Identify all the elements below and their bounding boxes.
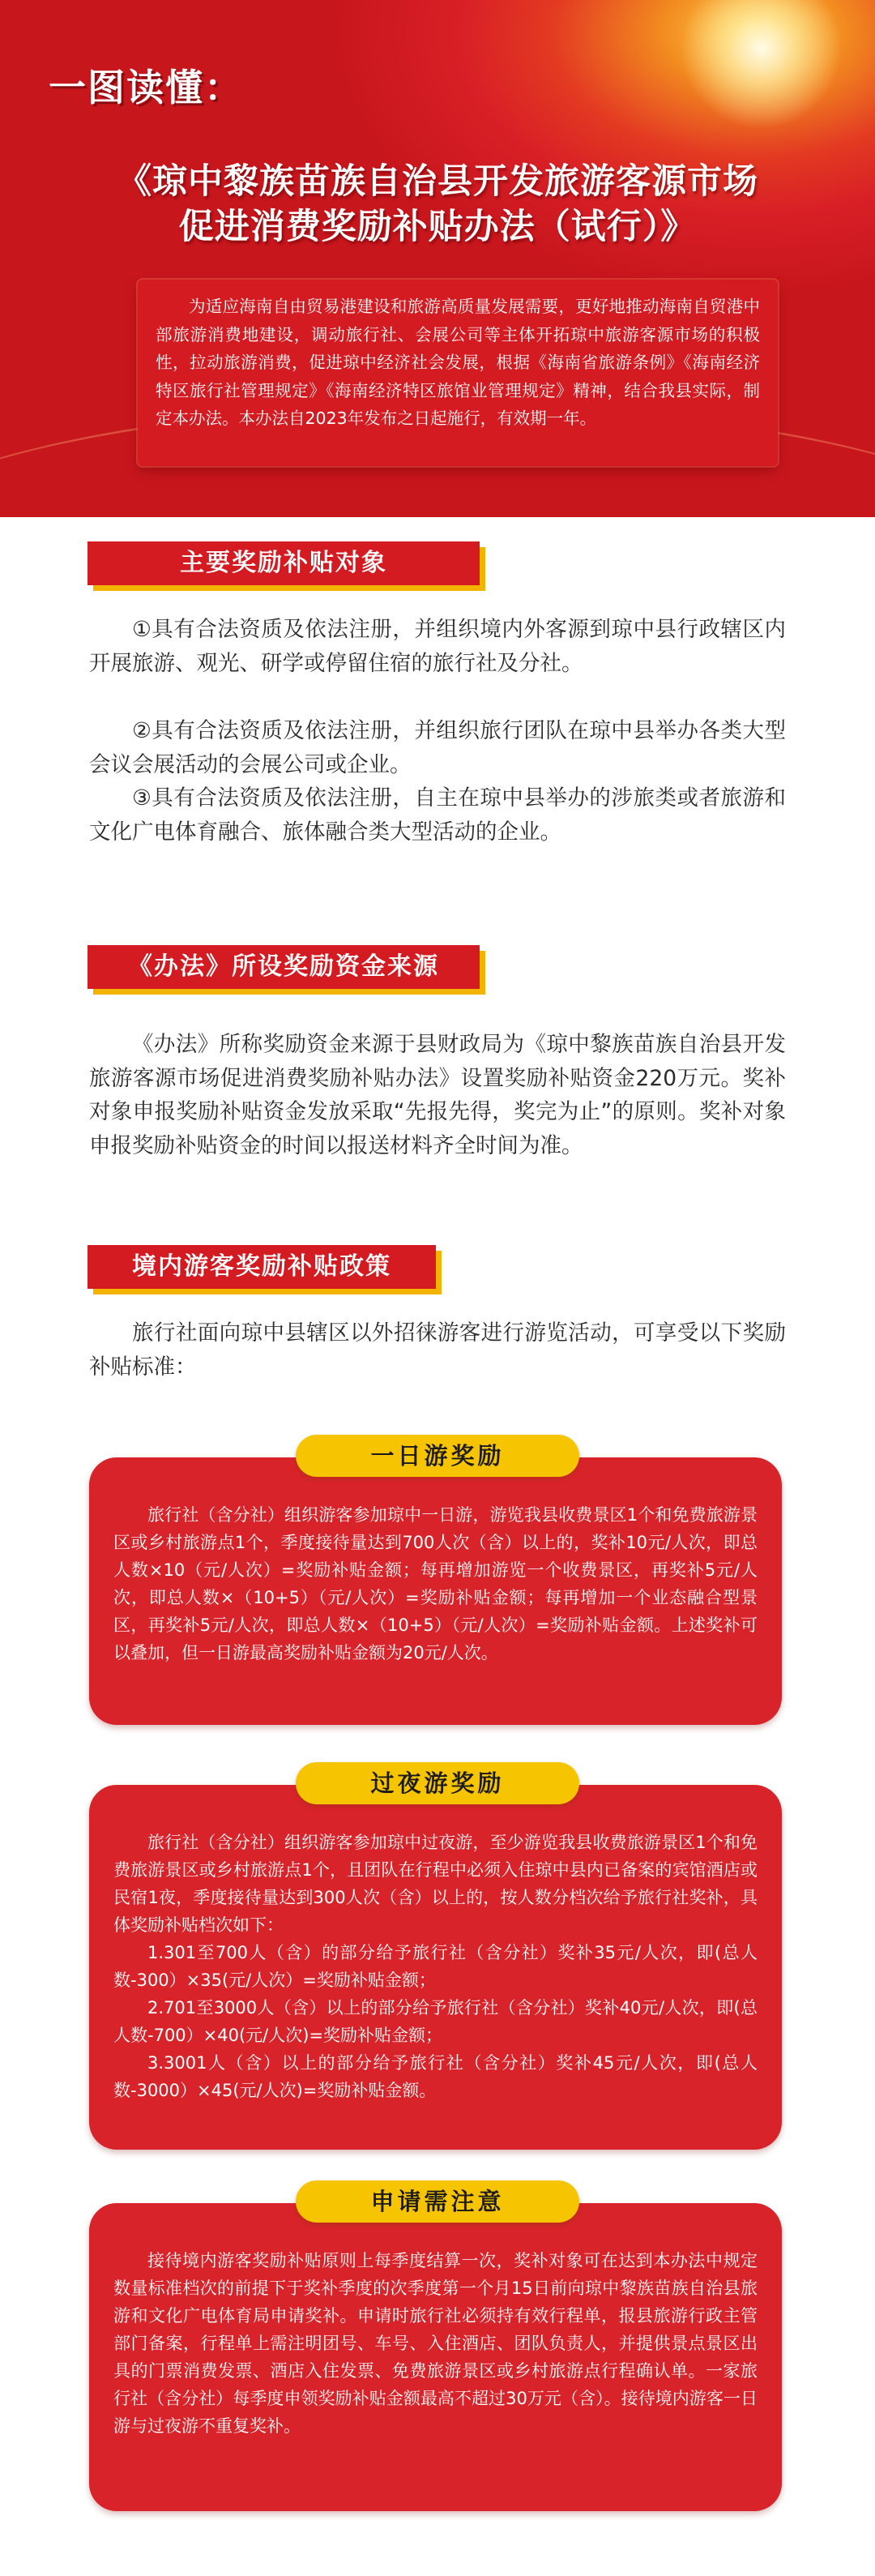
application-notes-title: 申请需注意 [296, 2180, 579, 2223]
overnight-tour-title: 过夜游奖励 [296, 1762, 579, 1804]
header-banner [0, 0, 875, 517]
section-title-policy: 境内游客奖励补贴政策 [88, 1245, 436, 1289]
funding-paragraph: 《办法》所称奖励资金来源于县财政局为《琼中黎族苗族自治县开发旅游客源市场促进消费奖励补贴办法》设置奖励补贴资金220万元。奖补对象申报奖励补贴资金发放采取“先报先得，奖完为止”的原则。奖补对象申报奖励补贴资金的时间以报送材料齐全时间为准。 [89, 1032, 786, 1158]
section-title-recipients: 主要奖励补贴对象 [88, 541, 480, 585]
day-tour-text [113, 1501, 758, 1667]
application-notes-card [89, 2203, 782, 2511]
application-notes-text [113, 2247, 758, 2440]
header-label: 一图读懂： [49, 66, 243, 109]
application-notes-paragraph: 接待境内游客奖励补贴原则上每季度结算一次，奖补对象可在达到本办法中规定数量标准档次的前提下于奖补季度的次季度第一个月15日前向琼中黎族苗族自治县旅游和文化广电体育局申请奖补。申请时旅行社必须持有效行程单，报县旅游行政主管部门备案，行程单上需注明团号、车号、入住酒店、团队负责人，并提供景点景区出具的门票消费发票、酒店入住发票、免费旅游景区或乡村旅游点行程确认单。一家旅行社（含分社）每季度申领奖励补贴金额最高不超过30万元（含）。接待境内游客一日游与过夜游不重复奖补。 [113, 2251, 758, 2436]
day-tour-title: 一日游奖励 [296, 1435, 579, 1477]
overnight-tier-1: 1.301至700人（含）的部分给予旅行社（含分社）奖补35元/人次，即(总人数-300）×35(元/人次）=奖励补贴金额； [113, 1943, 758, 1990]
recipient-item-3: ③具有合法资质及依法注册，自主在琼中县举办的涉旅类或者旅游和文化广电体育融合、旅体融合类大型活动的企业。 [89, 785, 786, 845]
intro-text: 为适应海南自由贸易港建设和旅游高质量发展需要，更好地推动海南自贸港中部旅游消费地建设，调动旅行社、会展公司等主体开拓琼中旅游客源市场的积极性，拉动旅游消费，促进琼中经济社会发展，根据《海南省旅游条例》《海南经济特区旅行社管理规定》《海南经济特区旅馆业管理规定》精神，结合我县实际，制定本办法。本办法自2023年发布之日起施行，有效期一年。 [156, 297, 760, 428]
overnight-tour-paragraph: 旅行社（含分社）组织游客参加琼中过夜游，至少游览我县收费旅游景区1个和免费旅游景区或乡村旅游点1个，且团队在行程中必须入住琼中县内已备案的宾馆酒店或民宿1夜，季度接待量达到300人次（含）以上的，按人数分档次给予旅行社奖补，具体奖励补贴档次如下： [113, 1833, 758, 1935]
day-tour-paragraph: 旅行社（含分社）组织游客参加琼中一日游，游览我县收费景区1个和免费旅游景区或乡村旅游点1个，季度接待量达到700人次（含）以上的，奖补10元/人次，即总人数×10（元/人次）=奖励补贴金额；每再增加游览一个收费景区，再奖补5元/人次，即总人数×（10+5）（元/人次）=奖励补贴金额；每再增加一个业态融合型景区，再奖补5元/人次，即总人数×（10+5）（元/人次）=奖励补贴金额。上述奖补可以叠加，但一日游最高奖励补贴金额为20元/人次。 [113, 1505, 758, 1662]
intro-box [138, 280, 778, 466]
overnight-tour-text [113, 1829, 758, 2104]
overnight-tier-3: 3.3001人（含）以上的部分给予旅行社（含分社）奖补45元/人次，即(总人数-3000）×45(元/人次)=奖励补贴金额。 [113, 2053, 758, 2100]
recipient-item-1: ①具有合法资质及依法注册，并组织境内外客源到琼中县行政辖区内开展旅游、观光、研学或停留住宿的旅行社及分社。 [89, 617, 786, 676]
policy-intro-paragraph: 旅行社面向琼中县辖区以外招徕游客进行游览活动，可享受以下奖励补贴标准： [89, 1320, 786, 1380]
page-title-line2: 促进消费奖励补贴办法（试行）》 [178, 207, 697, 247]
page-title-line1: 《琼中黎族苗族自治县开发旅游客源市场 [117, 161, 758, 202]
overnight-tier-2: 2.701至3000人（含）以上的部分给予旅行社（含分社）奖补40元/人次，即(总人数-700）×40(元/人次)=奖励补贴金额； [113, 1998, 758, 2045]
section-title-funding: 《办法》所设奖励资金来源 [88, 945, 480, 989]
sunburst-decoration [681, 0, 843, 130]
day-tour-card [89, 1457, 782, 1725]
recipient-item-2: ②具有合法资质及依法注册，并组织旅行团队在琼中县举办各类大型会议会展活动的会展公司或企业。 [89, 718, 786, 777]
overnight-tour-card [89, 1785, 782, 2150]
